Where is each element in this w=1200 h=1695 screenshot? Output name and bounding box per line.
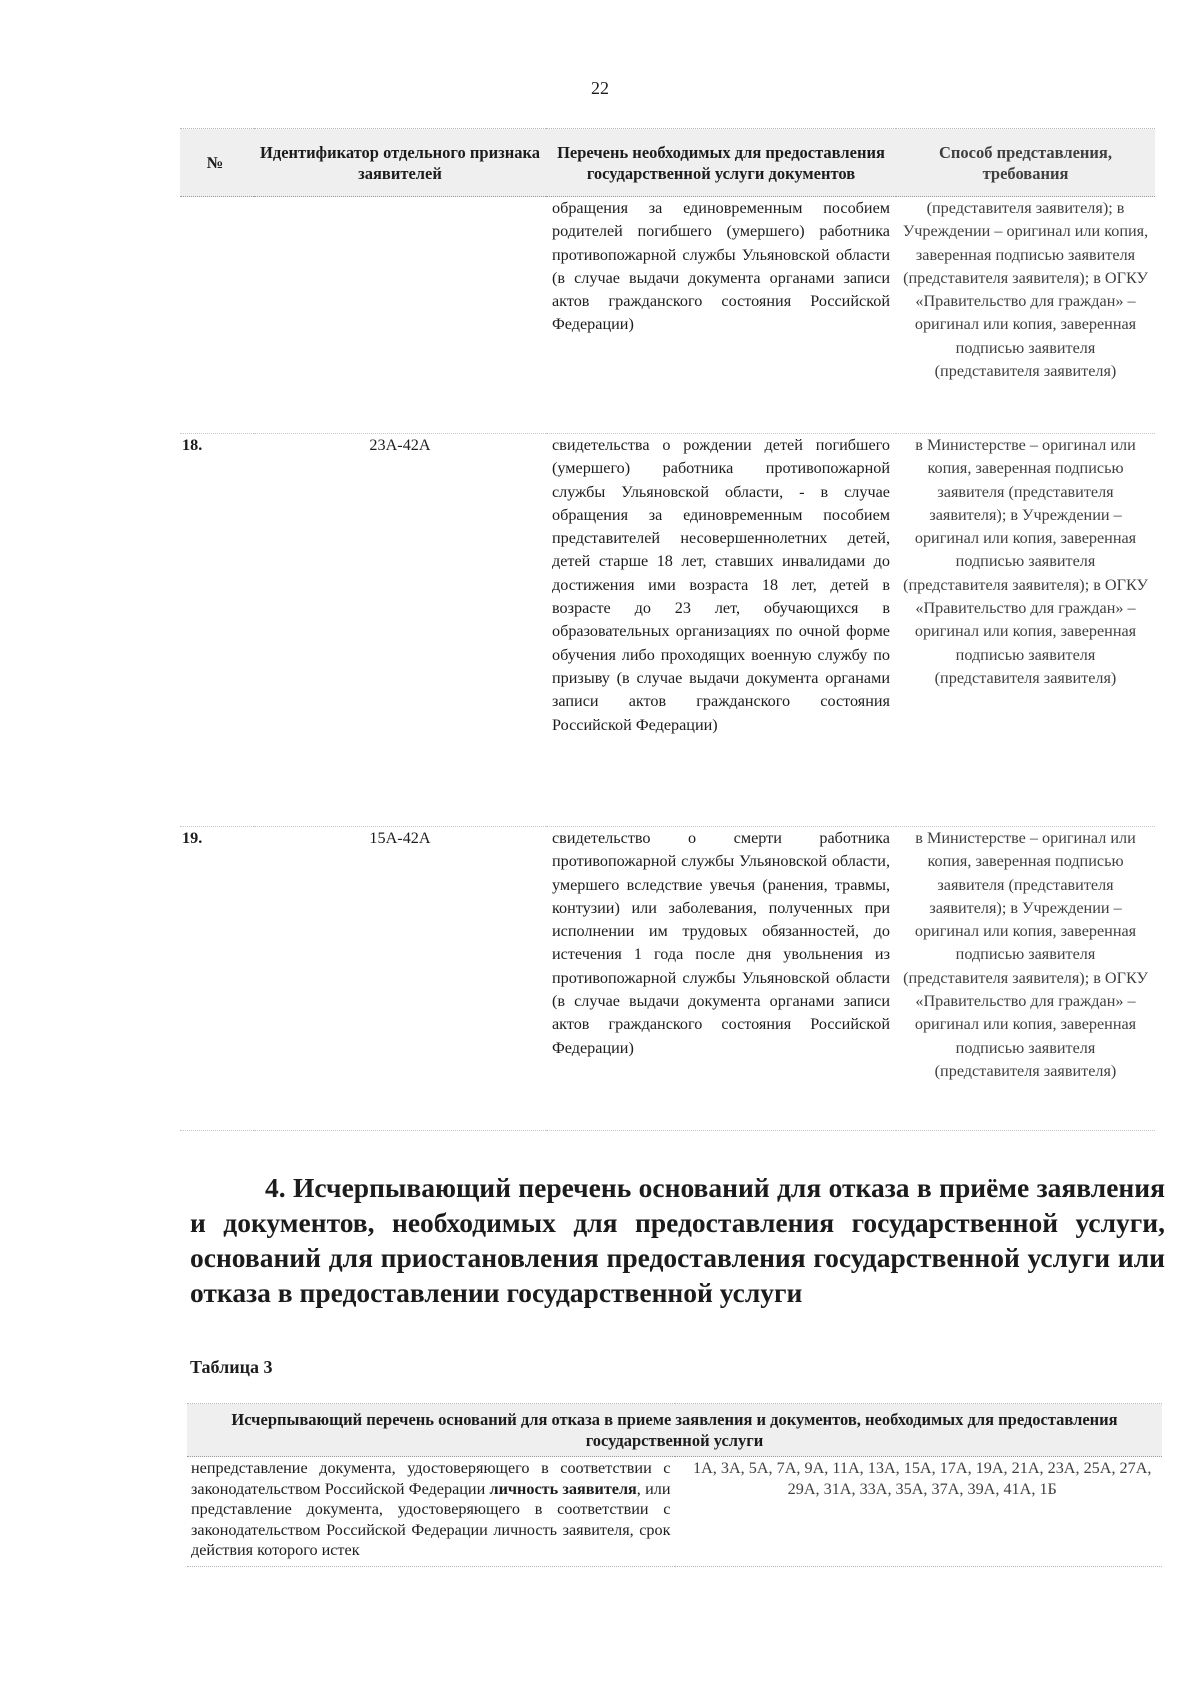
row-documents: свидетельство о смерти работника противопожарной службы Ульяновской области, умершего вследствие увечья (ранения, травмы, контузии) или заболевания, полученных при исполнении им трудовых обязанностей, до истечения 1 года после дня увольнения из противопожарной службы Ульяновской области (в случае выдачи документа органами записи актов гражданского состояния Российской Федерации) — [546, 827, 896, 1131]
table-header-row — [180, 129, 1155, 197]
page-number: 22 — [591, 78, 609, 98]
refusal-reason — [187, 1457, 675, 1567]
row-identifier — [254, 197, 546, 434]
row-num: 19. — [180, 827, 254, 1131]
applicable-codes: 1А, 3А, 5А, 7А, 9А, 11А, 13А, 15А, 17А, 19А, 21А, 23А, 25А, 27А, 29А, 31А, 33А, 35А, 37А, 39А, 41А, 1Б — [675, 1457, 1163, 1567]
section-title: Исчерпывающий перечень оснований для отказа в приёме заявления и документов, необходимых для предоставления государственной услуги, оснований для приостановления предоставления государственной услуги или отказа в предоставлении государственной услуги — [190, 1172, 1165, 1308]
table-row — [187, 1457, 1162, 1567]
section-number: 4. — [265, 1172, 286, 1203]
table-row — [180, 197, 1155, 434]
row-method: в Министерстве – оригинал или копия, заверенная подписью заявителя (представителя заявителя); в Учреждении – оригинал или копия, заверенная подписью заявителя (представителя заявителя); в ОГКУ «Правительство для граждан» – оригинал или копия, заверенная подписью заявителя (представителя заявителя) — [896, 434, 1155, 827]
row-documents: свидетельства о рождении детей погибшего (умершего) работника противопожарной службы Ульяновской области, - в случае обращения за единовременным пособием представителей несовершеннолетних детей, детей старше 18 лет, ставших инвалидами до достижения ими возраста 18 лет, детей в возрасте до 23 лет, обучающихся в образовательных организациях по очной форме обучения либо проходящих военную службу по призыву (в случае выдачи документа органами записи актов гражданского состояния Российской Федерации) — [546, 434, 896, 827]
section-heading — [190, 1170, 1165, 1310]
reason-text: непредставление документа, удостоверяющего в соответствии с законодательством Российской Федерации — [191, 1459, 671, 1498]
row-documents: обращения за единовременным пособием родителей погибшего (умершего) работника противопожарной службы Ульяновской области (в случае выдачи документа органами записи актов гражданского состояния Российской Федерации) — [546, 197, 896, 434]
table3-header: Исчерпывающий перечень оснований для отказа в приеме заявления и документов, необходимых для предоставления государственной услуги — [187, 1404, 1162, 1457]
reason-text: , или представление документа, удостоверяющего в соответствии с законодательством Российской Федерации личность заявителя, срок действия которого истек — [191, 1479, 671, 1559]
reason-bold-text: личность заявителя — [489, 1479, 637, 1498]
row-num — [180, 197, 254, 434]
row-method: в Министерстве – оригинал или копия, заверенная подписью заявителя (представителя заявителя); в Учреждении – оригинал или копия, заверенная подписью заявителя (представителя заявителя); в ОГКУ «Правительство для граждан» – оригинал или копия, заверенная подписью заявителя (представителя заявителя) — [896, 827, 1155, 1131]
table-header-row — [187, 1404, 1162, 1457]
header-documents: Перечень необходимых для предоставления государственной услуги документов — [546, 129, 896, 197]
table-row — [180, 434, 1155, 827]
row-method: (представителя заявителя); в Учреждении – оригинал или копия, заверенная подписью заявителя (представителя заявителя); в ОГКУ «Правительство для граждан» – оригинал или копия, заверенная подписью заявителя (представителя заявителя) — [896, 197, 1155, 434]
refusal-grounds-table — [187, 1403, 1162, 1567]
table-caption: Таблица 3 — [190, 1357, 273, 1377]
table-row — [180, 827, 1155, 1131]
row-identifier: 15А-42А — [254, 827, 546, 1131]
row-identifier: 23А-42А — [254, 434, 546, 827]
header-num: № — [180, 129, 254, 197]
header-identifier: Идентификатор отдельного признака заявителей — [254, 129, 546, 197]
row-num: 18. — [180, 434, 254, 827]
header-method: Способ представления, требования — [896, 129, 1155, 197]
documents-table — [180, 128, 1155, 1131]
